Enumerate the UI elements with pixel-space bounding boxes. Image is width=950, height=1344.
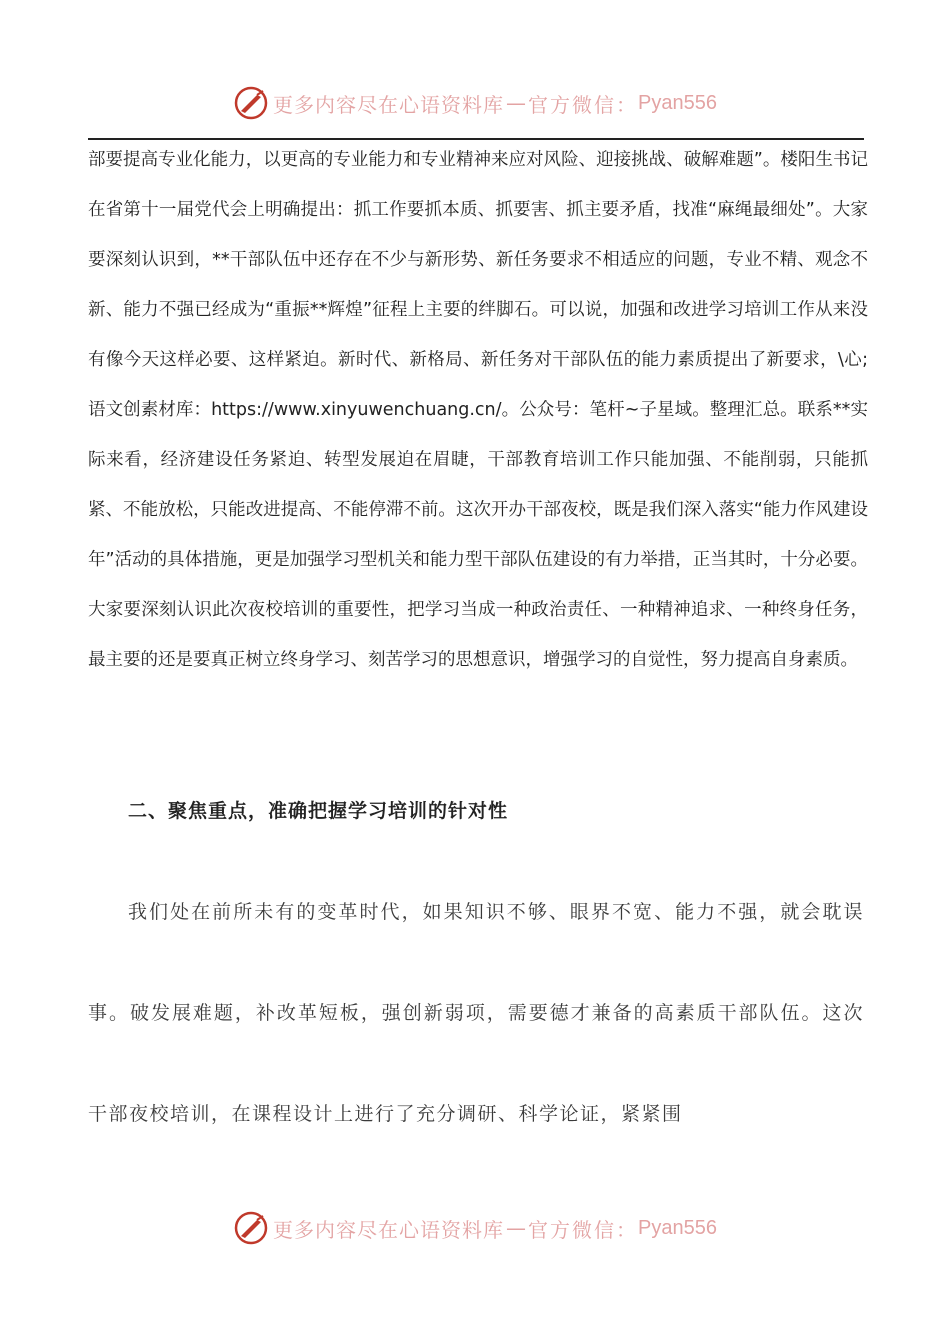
- section-heading: 二、聚焦重点，准确把握学习培训的针对性: [128, 800, 509, 822]
- footer-banner-label: 官方微信：: [528, 1217, 639, 1242]
- footer-banner-text: 更多内容尽在心语资料库: [273, 1217, 505, 1242]
- body-paragraph-2: 我们处在前所未有的变革时代，如果知识不够、眼界不宽、能力不强，就会耽误事。破发展难题，补改革短板，强创新弱项，需要德才兼备的高素质干部队伍。这次干部夜校培训，在课程设计上进行了充分调研、科学论证，紧紧围: [88, 901, 864, 1125]
- header-banner-id: Pyan556: [638, 91, 717, 114]
- header-banner-text: 更多内容尽在心语资料库: [273, 92, 505, 117]
- footer-banner-id: Pyan556: [638, 1216, 717, 1239]
- logo-icon: [233, 85, 269, 121]
- header-banner: [0, 83, 950, 123]
- header-banner-label: 官方微信：: [528, 92, 639, 117]
- header-banner-separator: —: [506, 91, 527, 115]
- body-paragraph-1: 部要提高专业化能力，以更高的专业能力和专业精神来应对风险、迎接挑战、破解难题”。楼阳生书记在省第十一届党代会上明确提出：抓工作要抓本质、抓要害、抓主要矛盾，找准“麻绳最细处”。大家要深刻认识到，**干部队伍中还存在不少与新形势、新任务要求不相适应的问题，专业不精、观念不新、能力不强已经成为“重振**辉煌”征程上主要的绊脚石。可以说，加强和改进学习培训工作从来没有像今天这样必要、这样紧迫。新时代、新格局、新任务对干部队伍的能力素质提出了新要求，\心;语文创素材库：https://www.xinyuwenchuang.cn/。公众号：笔杆~子星域。整理汇总。联系**实际来看，经济建设任务紧迫、转型发展迫在眉睫，干部教育培训工作只能加强、不能削弱，只能抓紧、不能放松，只能改进提高、不能停滞不前。这次开办干部夜校，既是我们深入落实“能力作风建设年”活动的具体措施，更是加强学习型机关和能力型干部队伍建设的有力举措，正当其时，十分必要。大家要深刻认识此次夜校培训的重要性，把学习当成一种政治责任、一种精神追求、一种终身任务，最主要的还是要真正树立终身学习、刻苦学习的思想意识，增强学习的自觉性，努力提高自身素质。: [88, 150, 868, 670]
- footer-banner: [0, 1208, 950, 1248]
- logo-icon: [233, 1210, 269, 1246]
- footer-banner-separator: —: [506, 1216, 527, 1240]
